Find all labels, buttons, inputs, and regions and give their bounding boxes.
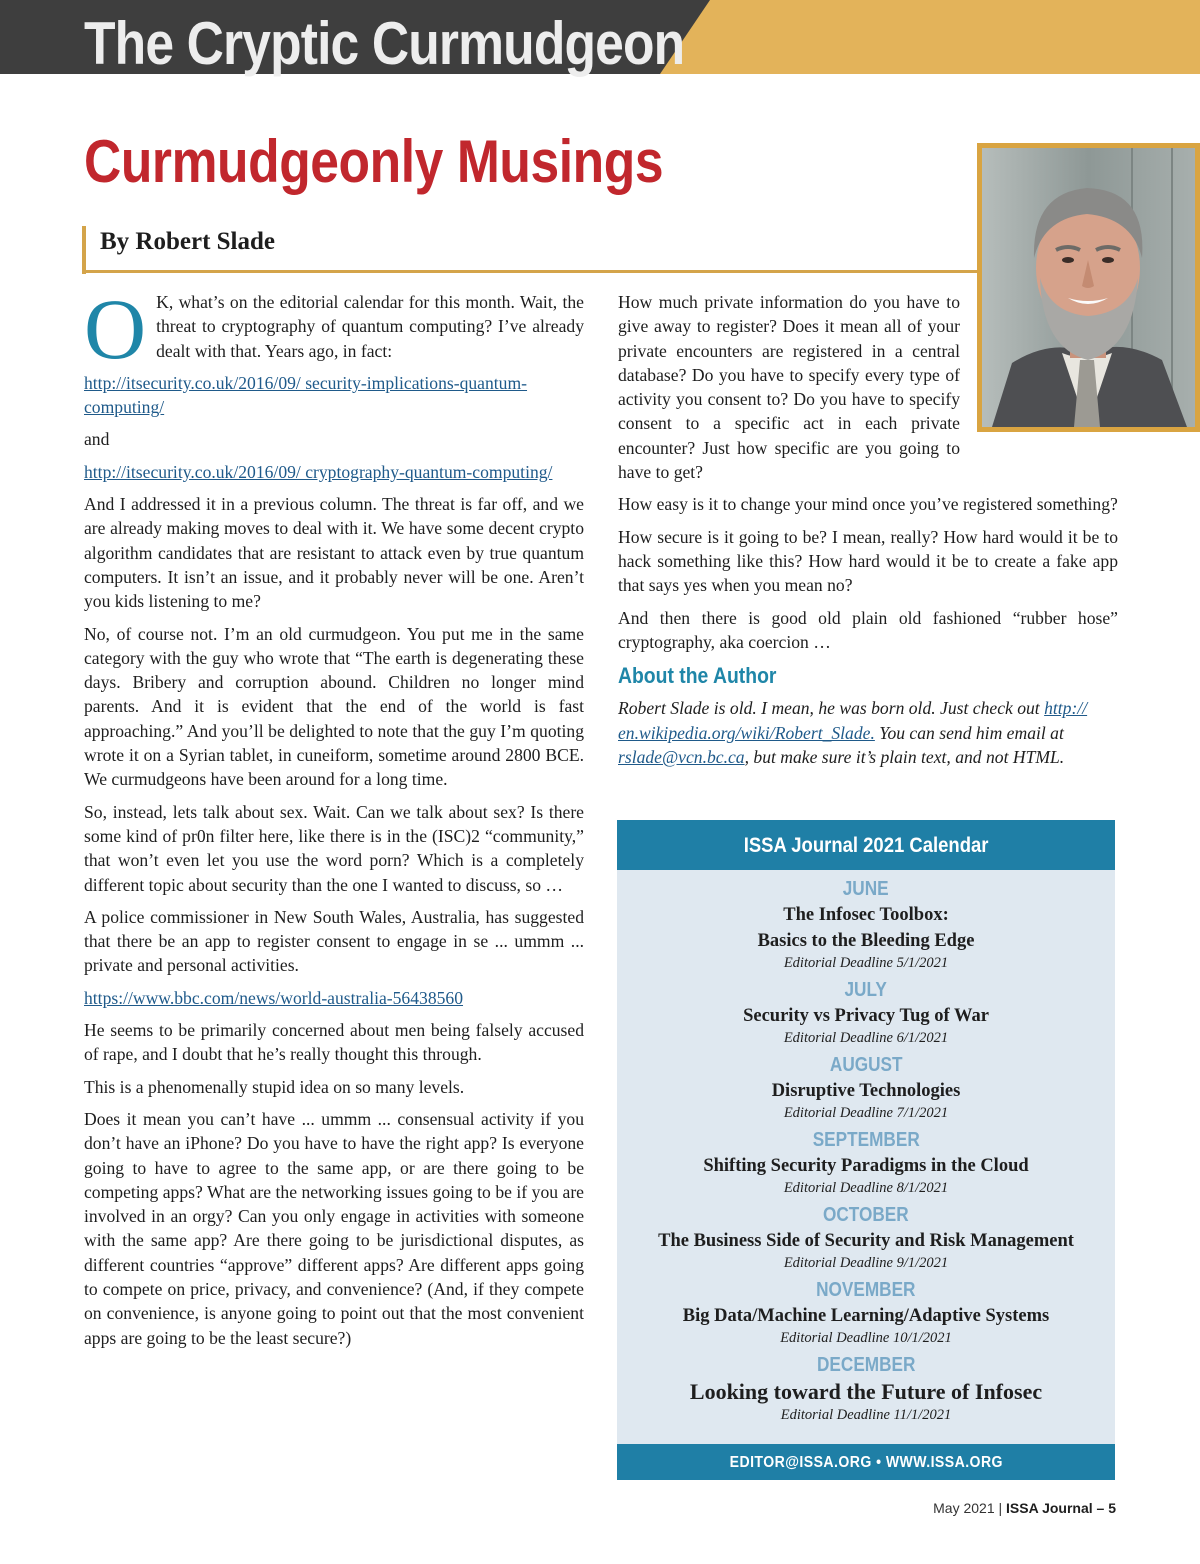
article-left-column [84, 281, 584, 1358]
section-banner [0, 0, 1200, 77]
topic-title: Disruptive Technologies [771, 1081, 961, 1101]
about-text-start: Robert Slade is old. I mean, he was born old. Just check out [618, 698, 1045, 719]
intro-text: K, what’s on the editorial calendar for this month. Wait, the threat to cryptography of quantum computing? I’ve already dealt with that. Years ago, in fact: [156, 292, 584, 361]
calendar-contact[interactable]: EDITOR@ISSA.ORG • WWW.ISSA.ORG [729, 1454, 1003, 1471]
calendar-entry-june [617, 876, 1115, 972]
deadline: Editorial Deadline 9/1/2021 [783, 1255, 949, 1271]
issue-date: May 2021 | [933, 1500, 1003, 1516]
topic-title: Looking toward the Future of Infosec [689, 1379, 1043, 1404]
paragraph-8: Does it mean you can’t have ... ummm ... consensual activity if you don’t have an iPhone? Do you have to have the right app? Is everyone going to have to agree to the same app, or are there going to be competing apps? What are the networking issues going to be if you are involved in an orgy? Can you only engage in activities with someone with the same app? Are there going to be jurisdictional disputes, as different countries “approve” different apps? Are different apps going to compete on price, privacy, and convenience? (And, if they compete on convenience, is anyone going to point out that the most convenient apps are going to be the least secure?) [84, 1108, 584, 1348]
topic-title: Big Data/Machine Learning/Adaptive Systems [682, 1306, 1050, 1326]
about-author-text [618, 696, 1118, 769]
journal-page-number: ISSA Journal – 5 [1006, 1500, 1116, 1516]
topic-title: The Business Side of Security and Risk Management [658, 1231, 1074, 1251]
about-text-end: , but make sure it’s plain text, and not HTML. [744, 747, 1065, 768]
about-author-heading: About the Author [618, 663, 777, 689]
email-link[interactable]: rslade@vcn.bc.ca [618, 747, 745, 768]
link-quantum-security-implications[interactable]: http://itsecurity.co.uk/2016/09/ security-implications-quantum-computing/ [84, 372, 528, 418]
about-text-middle: You can send him email at [874, 722, 1064, 743]
calendar-entry-august [617, 1052, 1115, 1122]
calendar-header [617, 820, 1115, 870]
link-cryptography-quantum[interactable]: http://itsecurity.co.uk/2016/09/ cryptography-quantum-computing/ [84, 461, 553, 482]
paragraph-4: So, instead, lets talk about sex. Wait. Can we talk about sex? Is there some kind of pr0n filter here, like there is in the (ISC)2 “community,” that won’t even let you use the word porn? Which is a completely different topic about security than the one I wanted to discuss, so … [84, 801, 584, 895]
calendar-entries [617, 876, 1115, 1429]
right-paragraph-1: How much private information do you have to give away to register? Does it mean all of your private encounters are registered in a central database? Do you have to specify every type of activity you consent to? Do you have to specify consent to a specific act in each private encounter? Just how specific are you going to have to get? [618, 292, 960, 483]
and-text: and [84, 429, 110, 450]
topic-title: Security vs Privacy Tug of War [743, 1006, 989, 1026]
deadline: Editorial Deadline 10/1/2021 [780, 1330, 952, 1346]
paragraph-5: A police commissioner in New South Wales, Australia, has suggested that there be an app to register consent to engage in se ... ummm ... private and personal activities. [84, 906, 584, 976]
topic-title: Shifting Security Paradigms in the Cloud [703, 1156, 1029, 1176]
link-paragraph-2 [84, 460, 584, 484]
deadline: Editorial Deadline 5/1/2021 [783, 955, 949, 971]
month-label: DECEMBER [816, 1354, 916, 1376]
month-label: NOVEMBER [816, 1279, 916, 1301]
calendar-entry-september [617, 1127, 1115, 1197]
calendar-entry-october [617, 1202, 1115, 1272]
paragraph-7: This is a phenomenally stupid idea on so many levels. [84, 1076, 465, 1097]
link-paragraph-3 [84, 986, 584, 1010]
calendar-entry-december [617, 1352, 1115, 1424]
paragraph-3: No, of course not. I’m an old curmudgeon. You put me in the same category with the guy who wrote that “The earth is degenerating these days. Bribery and corruption abound. Children no longer mind parents. And it is evident that the end of the world is fast approaching.” And you’ll be delighted to note that the guy I’m quoting wrote it on a Syrian tablet, in cuneiform, sometime around 2800 BCE. We curmudgeons have been around for a long time. [84, 623, 584, 790]
section-title: The Cryptic Curmudgeon [84, 10, 685, 77]
deadline: Editorial Deadline 8/1/2021 [783, 1180, 949, 1196]
calendar-title: ISSA Journal 2021 Calendar [743, 834, 989, 857]
issa-calendar-box [617, 820, 1115, 1480]
deadline: Editorial Deadline 6/1/2021 [783, 1030, 949, 1046]
banner-gold-band [660, 0, 1200, 74]
topic-title: The Infosec Toolbox: [783, 905, 949, 925]
right-paragraph-4: And then there is good old plain old fashioned “rubber hose” cryptography, aka coercion … [618, 607, 1118, 652]
byline: By Robert Slade [100, 228, 275, 255]
page-footer [933, 1500, 1116, 1516]
paragraph-2: And I addressed it in a previous column. The threat is far off, and we are already making moves to deal with it. We have some decent crypto algorithm candidates that are resistant to attack even by true quantum computers. It isn’t an issue, and it probably never will be one. Aren’t you kids listening to me? [84, 494, 584, 612]
calendar-entry-november [617, 1277, 1115, 1347]
right-paragraph-2: How easy is it to change your mind once you’ve registered something? [618, 494, 1118, 515]
byline-rule [82, 270, 980, 273]
right-paragraph-3: How secure is it going to be? I mean, really? How hard would it be to hack something like this? How hard would it be to create a fake app that says yes when you mean no? [618, 526, 1118, 596]
month-label: SEPTEMBER [812, 1129, 920, 1151]
byline-accent-bar [82, 226, 86, 274]
month-label: OCTOBER [823, 1204, 909, 1226]
article-title: Curmudgeonly Musings [84, 128, 664, 195]
link-paragraph-1 [84, 371, 584, 420]
paragraph-6: He seems to be primarily concerned about men being falsely accused of rape, and I doubt that he’s really thought this through. [84, 1020, 584, 1065]
month-label: AUGUST [829, 1054, 903, 1076]
calendar-entry-july [617, 977, 1115, 1047]
month-label: JULY [844, 979, 888, 1001]
intro-paragraph [84, 281, 584, 377]
article-right-column [618, 290, 1118, 777]
deadline: Editorial Deadline 7/1/2021 [783, 1105, 949, 1121]
calendar-footer [617, 1444, 1115, 1480]
wikipedia-link[interactable]: http:// en.wikipedia.org/wiki/Robert_Slade. [618, 698, 1088, 743]
month-label: JUNE [843, 878, 889, 900]
deadline: Editorial Deadline 11/1/2021 [780, 1407, 952, 1423]
topic-subtitle: Basics to the Bleeding Edge [757, 931, 975, 951]
drop-cap: O [84, 281, 147, 377]
link-bbc-news[interactable]: https://www.bbc.com/news/world-australia-56438560 [84, 987, 464, 1008]
